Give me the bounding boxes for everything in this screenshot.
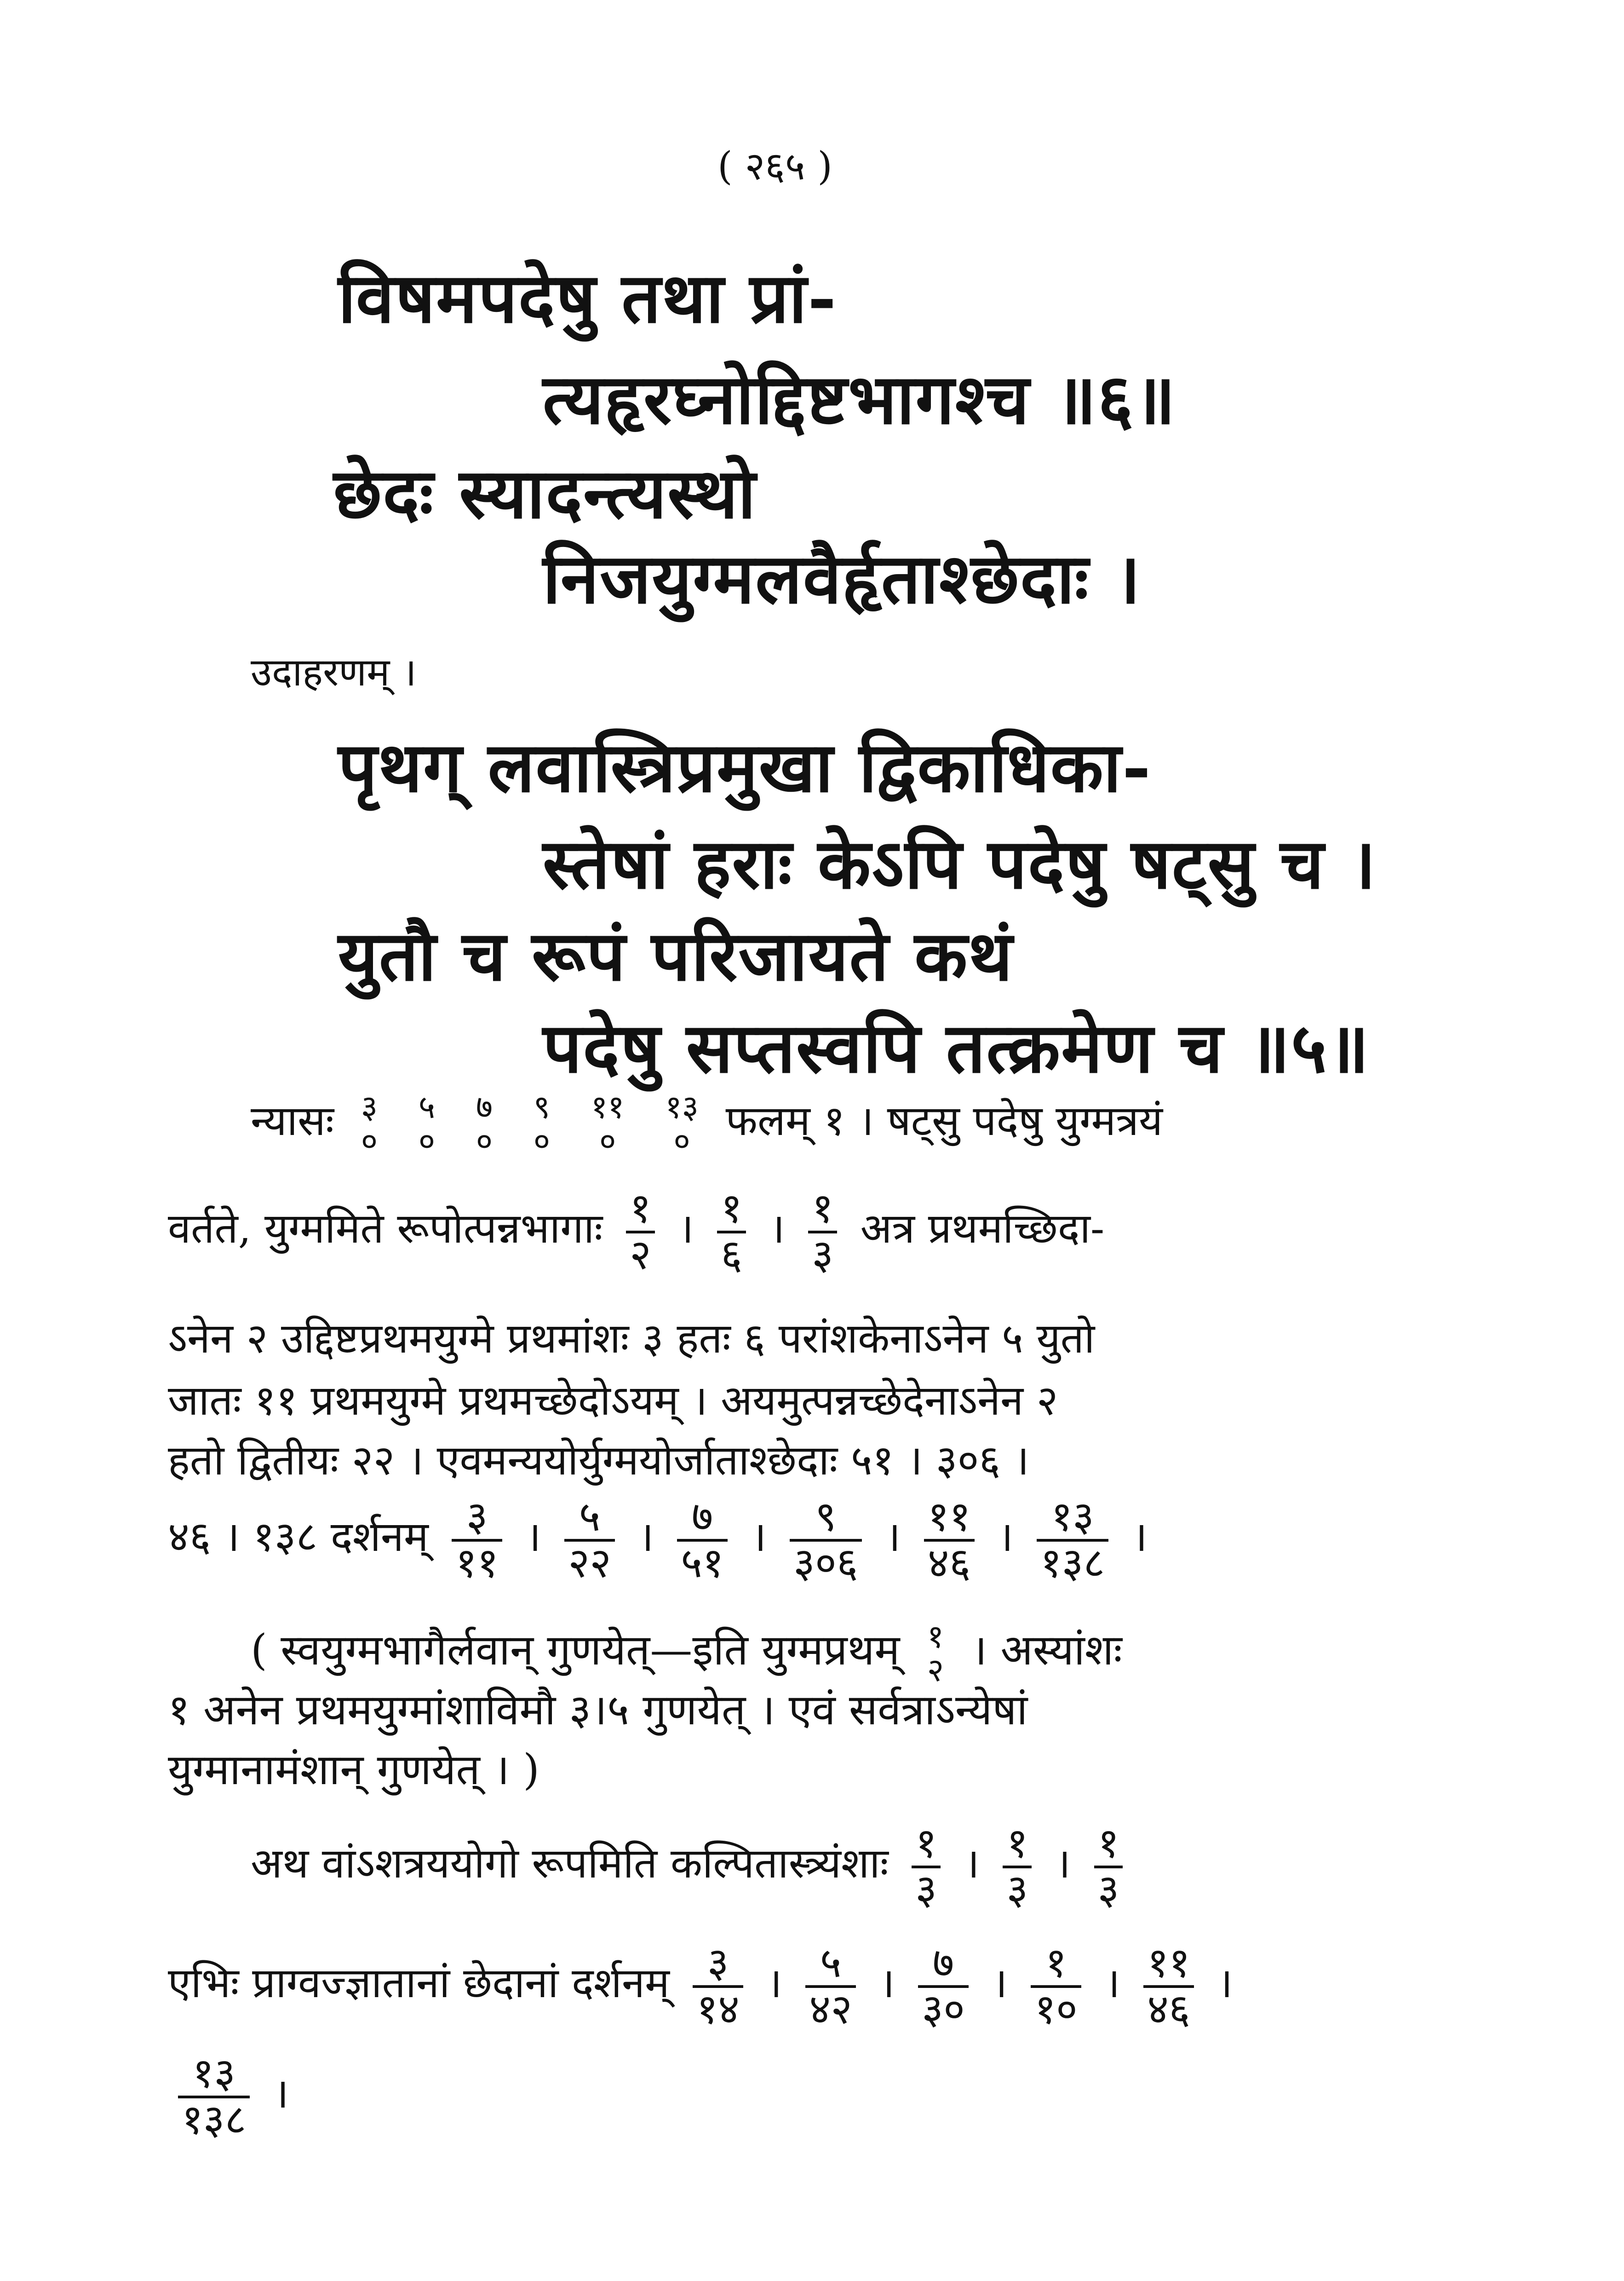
danda: । — [885, 1512, 901, 1561]
verse2-line3: युतौ च रूपं परिजायते कथं — [338, 916, 1014, 996]
fraction-denominator: ० — [673, 1122, 690, 1160]
nyasa-fraction — [415, 1090, 439, 1158]
fraction-numerator: ५ — [820, 1939, 842, 1987]
fraction — [1143, 1941, 1194, 2031]
danda: । — [964, 1839, 980, 1888]
fraction — [564, 1492, 615, 1587]
fraction-numerator: १ — [927, 1617, 944, 1655]
para2-line3 — [168, 2049, 289, 2144]
nyasa-fraction — [587, 1090, 628, 1158]
example-label: उदाहरणम् । — [251, 650, 417, 695]
danda: । — [273, 2069, 289, 2118]
fraction-denominator: ३०६ — [790, 1539, 861, 1585]
fraction — [790, 1492, 861, 1587]
fraction — [918, 1941, 969, 2031]
para2-line2-text: एभिः प्राग्वज्ज्ञातानां छेदानां दर्शनम् — [168, 1958, 670, 2007]
fraction-numerator: १ — [1045, 1939, 1067, 1987]
nyasa-fraction — [661, 1090, 702, 1158]
verse2-line2: स्तेषां हराः केऽपि पदेषु षट्सु च । — [543, 824, 1377, 904]
verse1-line3: छेदः स्यादन्त्यस्थो — [333, 453, 757, 534]
note-line3: युग्मानामंशान् गुणयेत् । ) — [168, 1745, 540, 1794]
fraction — [924, 1617, 947, 1689]
fraction-numerator: ३ — [707, 1939, 729, 1987]
fraction-denominator: ४६ — [1143, 1985, 1194, 2032]
fraction-denominator: ० — [418, 1122, 436, 1160]
nyasa-phalam: फलम् १ । षट्सु पदेषु युग्मत्रयं — [725, 1096, 1163, 1145]
fraction-denominator: २ — [626, 1231, 655, 1277]
danda: । — [1217, 1958, 1233, 2007]
para2-line1-text: अथ वांऽशत्रययोगो रूपमिति कल्पितास्त्र्यंशाः — [251, 1839, 889, 1888]
fraction-numerator: १ — [629, 1184, 651, 1233]
fraction — [178, 2049, 250, 2144]
danda: । — [1055, 1839, 1071, 1888]
fraction — [693, 1941, 743, 2031]
fraction — [626, 1184, 655, 1279]
fraction-denominator: ० — [599, 1122, 616, 1160]
fraction — [1031, 1941, 1081, 2031]
fraction-denominator: ३ — [808, 1231, 837, 1277]
para1-line5 — [168, 1492, 1148, 1587]
fraction — [677, 1492, 728, 1587]
fraction-denominator: ३ — [1003, 1866, 1032, 1912]
danda: । — [751, 1512, 767, 1561]
fraction-denominator: १३८ — [1037, 1539, 1108, 1585]
fraction — [808, 1184, 837, 1279]
fraction — [1037, 1492, 1108, 1587]
fraction-numerator: १ — [812, 1184, 834, 1233]
fraction-numerator: ११ — [927, 1492, 971, 1541]
fraction-denominator: ३ — [1094, 1866, 1123, 1912]
para1-line1-tail: अत्र प्रथमच्छिदा- — [860, 1204, 1105, 1253]
danda: । — [766, 1958, 782, 2007]
fraction-denominator: १४ — [693, 1985, 743, 2032]
fraction-numerator: ७ — [476, 1088, 493, 1126]
fraction — [717, 1184, 746, 1279]
fraction — [1003, 1819, 1032, 1914]
danda: । — [638, 1512, 654, 1561]
fraction-numerator: ११ — [1147, 1939, 1190, 1987]
fraction-numerator: ५ — [579, 1492, 601, 1541]
para1-line1-text: वर्तते, युग्ममिते रूपोत्पन्नभागाः — [168, 1204, 603, 1253]
fraction-numerator: १३ — [665, 1088, 699, 1126]
danda: । — [769, 1204, 785, 1253]
fraction-denominator: ११ — [452, 1539, 502, 1585]
verse1-line2: त्यहृरघ्नोद्दिष्टभागश्च ॥६॥ — [543, 359, 1176, 440]
fraction — [912, 1819, 941, 1914]
danda: । — [879, 1958, 895, 2007]
para2-line2 — [168, 1941, 1233, 2031]
fraction-numerator: १३ — [1051, 1492, 1094, 1541]
fraction-denominator: ५१ — [677, 1539, 728, 1585]
fraction-numerator: १ — [1006, 1819, 1028, 1867]
fraction-numerator: ३ — [466, 1492, 488, 1541]
fraction-numerator: १३ — [192, 2049, 235, 2097]
fraction-numerator: ७ — [932, 1939, 954, 1987]
fraction-denominator: ४२ — [805, 1985, 856, 2032]
verse2-line4: पदेषु सप्तस्वपि तत्क्रमेण च ॥५॥ — [543, 1008, 1370, 1089]
fraction-numerator: १ — [721, 1184, 742, 1233]
para1-line2: ऽनेन २ उद्दिष्टप्रथमयुग्मे प्रथमांशः ३ हतः ६ परांशकेनाऽनेन ५ युतो — [168, 1314, 1095, 1363]
verse2-line1: पृथग् लवास्त्रिप्रमुखा द्विकाधिका- — [338, 727, 1152, 808]
nyasa-prefix: न्यासः — [251, 1096, 334, 1145]
danda: । — [1104, 1958, 1120, 2007]
nyasa-fraction — [530, 1090, 554, 1158]
para1-line3: जातः ११ प्रथमयुग्मे प्रथमच्छेदोऽयम् । अयमुत्पन्नच्छेदेनाऽनेन २ — [168, 1377, 1058, 1425]
fraction — [924, 1492, 975, 1587]
fraction — [1094, 1819, 1123, 1914]
fraction-numerator: १ — [915, 1819, 937, 1867]
fraction-denominator: ६ — [717, 1231, 746, 1277]
danda: । — [525, 1512, 541, 1561]
page-number: ( २६५ ) — [717, 144, 832, 189]
fraction-denominator: १० — [1031, 1985, 1081, 2032]
note-line1-tail: । अस्यांशः — [971, 1625, 1122, 1675]
nyasa-line — [251, 1090, 1163, 1158]
nyasa-fraction — [472, 1090, 496, 1158]
fraction-denominator: ० — [361, 1122, 378, 1160]
fraction-numerator: ९ — [533, 1088, 551, 1126]
fraction-denominator: २२ — [564, 1539, 615, 1585]
fraction-numerator: १ — [1097, 1819, 1119, 1867]
fraction — [452, 1492, 502, 1587]
danda: । — [992, 1958, 1008, 2007]
para1-line1 — [168, 1184, 1105, 1279]
fraction-denominator: १३८ — [178, 2096, 250, 2142]
fraction-denominator: ० — [476, 1122, 493, 1160]
fraction-numerator: ७ — [691, 1492, 713, 1541]
para1-line5-text: ४६ । १३८ दर्शनम् — [168, 1512, 429, 1561]
danda: । — [678, 1204, 694, 1253]
fraction-denominator: ० — [533, 1122, 551, 1160]
fraction-numerator: ३ — [361, 1088, 378, 1126]
note-line1-text: ( स्वयुग्मभागैर्लवान् गुणयेत्—इति युग्मप्रथम् — [251, 1625, 900, 1675]
verse1-line4: निजयुग्मलवैर्हृताश्छेदाः । — [543, 538, 1142, 619]
para2-line1 — [251, 1819, 1133, 1914]
note-line1 — [251, 1619, 1122, 1688]
fraction-denominator: ३ — [912, 1866, 941, 1912]
nyasa-fraction — [357, 1090, 381, 1158]
fraction — [805, 1941, 856, 2031]
danda: । — [998, 1512, 1014, 1561]
fraction-numerator: ११ — [591, 1088, 625, 1126]
fraction-numerator: ५ — [418, 1088, 436, 1126]
verse1-line1: विषमपदेषु तथा प्रां- — [338, 258, 838, 339]
fraction-denominator: ३० — [918, 1985, 969, 2032]
fraction-numerator: ९ — [815, 1492, 837, 1541]
fraction-denominator: ४६ — [924, 1539, 975, 1585]
note-line2: १ अनेन प्रथमयुग्मांशाविमौ ३।५ गुणयेत् । एवं सर्वत्राऽन्येषां — [168, 1685, 1028, 1734]
danda: । — [1131, 1512, 1148, 1561]
fraction-denominator: २ — [927, 1651, 944, 1689]
para1-line4: हतो द्वितीयः २२ । एवमन्ययोर्युग्मयोर्जाताश्छेदाः ५१ । ३०६ । — [168, 1436, 1029, 1485]
